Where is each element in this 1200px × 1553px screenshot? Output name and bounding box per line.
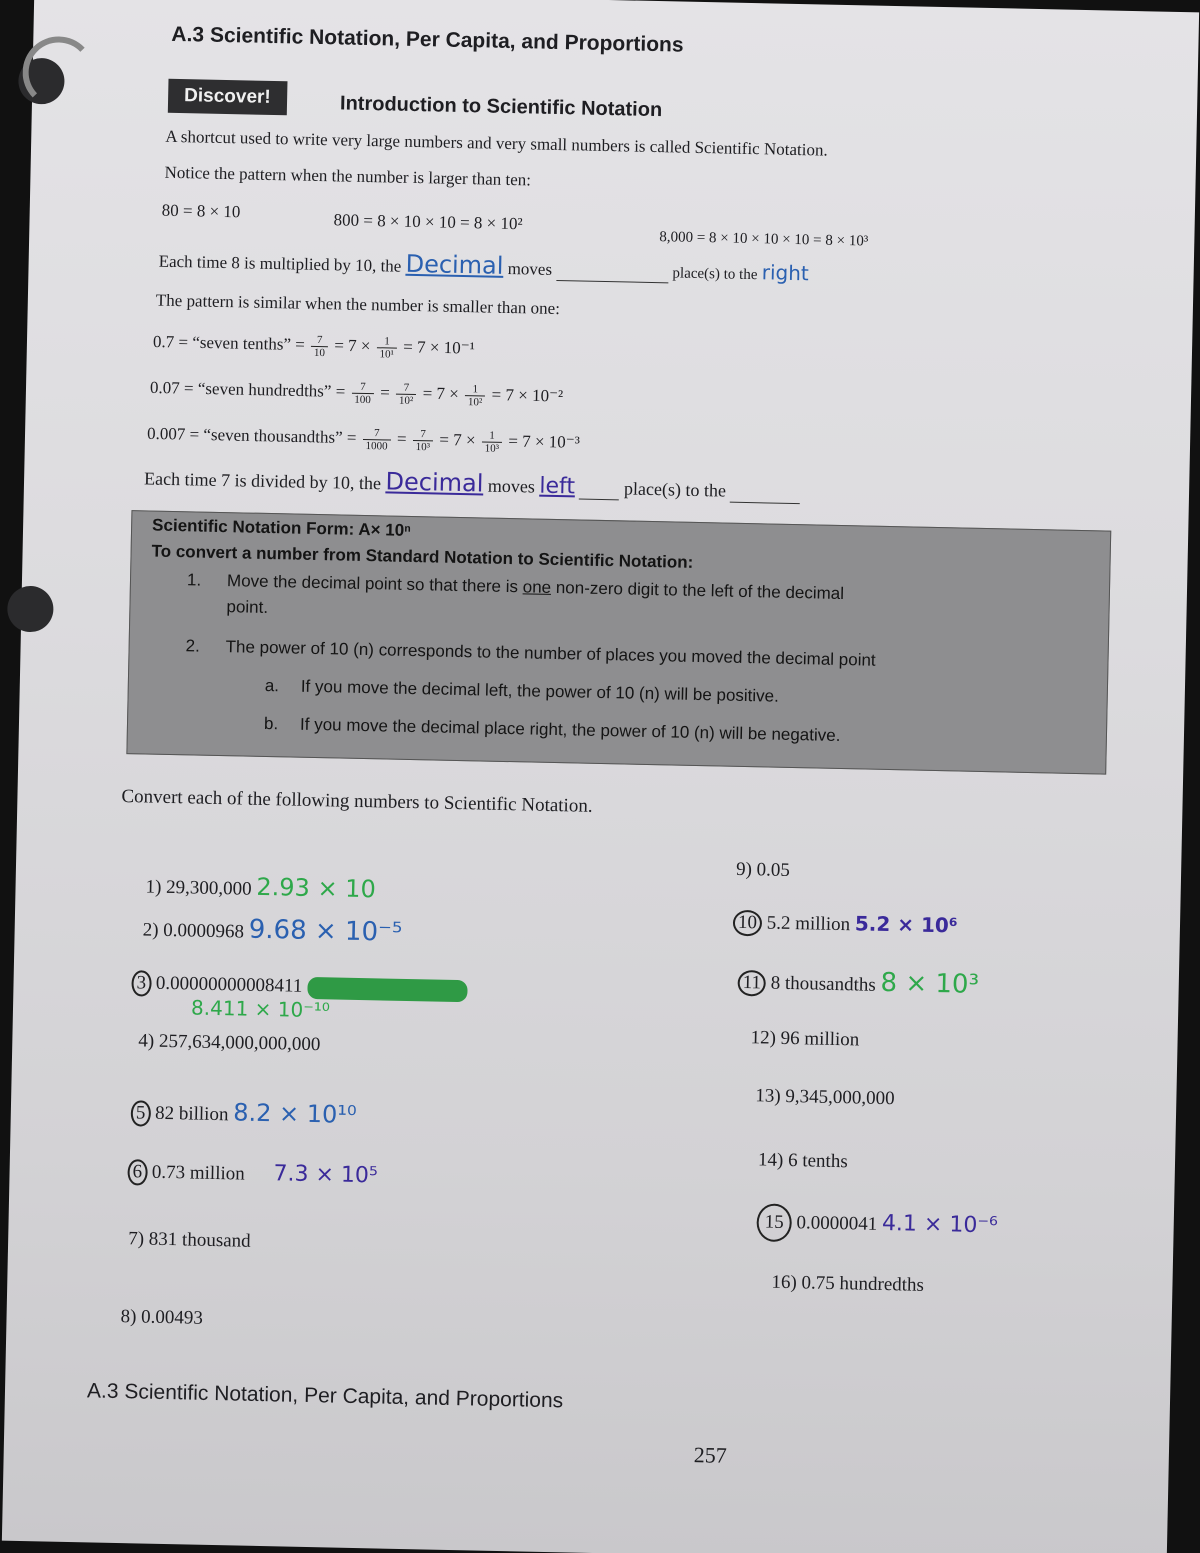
footer-title: A.3 Scientific Notation, Per Capita, and Proportions — [86, 1379, 564, 1413]
fraction: $\frac{1}{\text{10²}}$ — [465, 383, 486, 408]
problem-value: 96 million — [780, 1027, 860, 1051]
equation: 8,000 = 8 × 10 × 10 × 10 = 8 × 10³ — [659, 229, 869, 250]
fraction: $\frac{7}{\text{10³}}$ — [413, 428, 434, 453]
problem-number: 1) — [145, 876, 162, 898]
problem-row — [127, 1158, 378, 1190]
pattern-text: The pattern is similar when the number is smaller than one: — [155, 290, 561, 319]
problem-value: 8 thousandths — [770, 972, 876, 996]
step-number: 1. — [186, 570, 202, 590]
handwritten-answer: 7.3 × 10⁵ — [273, 1161, 378, 1189]
discover-badge: Discover! — [168, 79, 287, 115]
handwritten-answer: left — [539, 473, 576, 500]
problem-value: 0.05 — [756, 859, 791, 881]
problem-value: 0.00000000008411 — [155, 972, 303, 997]
problem-number: 3 — [131, 970, 151, 996]
problem-row — [131, 1096, 357, 1131]
answer-blank — [556, 280, 668, 283]
pattern-text: Notice the pattern when the number is larger than ten: — [164, 162, 532, 190]
equation-label: 0.7 = “seven tenths” = — [152, 331, 306, 355]
problem-row — [120, 1306, 203, 1330]
worksheet-page — [2, 0, 1199, 1553]
problem-value: 9,345,000,000 — [785, 1085, 895, 1110]
section-title: Introduction to Scientific Notation — [339, 92, 663, 122]
equation-text: = 7 × — [334, 335, 371, 356]
equation-text: = 7 × 10⁻¹ — [403, 337, 475, 358]
problem-row — [145, 871, 376, 904]
problem-row — [736, 859, 790, 882]
equation-text: = 7 × — [439, 429, 476, 450]
problem-number: 14) — [757, 1149, 784, 1171]
fraction: $\frac{1}{\text{10¹}}$ — [376, 335, 397, 360]
sentence-text: moves — [507, 258, 553, 279]
sentence-text: Each time 7 is divided by 10, the — [143, 468, 382, 494]
problem-value: 5.2 million — [766, 912, 851, 936]
scribble-mark — [307, 977, 467, 1002]
problem-row — [758, 1149, 848, 1173]
intro-text: A shortcut used to write very large numbers and very small numbers is called Scientific Notation. — [165, 126, 828, 160]
problem-value: 831 thousand — [148, 1228, 251, 1252]
problem-row — [771, 1272, 924, 1297]
problem-number: 4) — [138, 1030, 155, 1052]
substep-text: If you move the decimal left, the power of 10 (n) will be positive. — [300, 676, 780, 706]
fraction: $\frac{7}{1000}$ — [362, 427, 391, 453]
fraction: $\frac{7}{\text{10²}}$ — [396, 382, 417, 407]
answer-blank — [579, 498, 619, 500]
substep-label: b. — [263, 713, 279, 734]
problem-row — [750, 1027, 859, 1051]
sentence-text: place(s) to the — [672, 265, 758, 284]
problem-value: 82 billion — [154, 1102, 229, 1126]
handwritten-answer: 8 × 10³ — [880, 967, 980, 1000]
convert-heading: To convert a number from Standard Notation to Scientific Notation: — [151, 541, 694, 572]
equation-text: = 7 × — [422, 383, 460, 404]
handwritten-answer: 2.93 × 10 — [256, 872, 377, 904]
problem-value: 6 tenths — [787, 1150, 848, 1173]
equation-text: = 7 × 10⁻² — [491, 385, 564, 406]
fraction: $\frac{7}{100}$ — [351, 381, 374, 406]
handwritten-answer: Decimal — [405, 249, 504, 280]
problem-row — [733, 909, 958, 941]
equation-label: 0.07 = “seven hundredths” = — [149, 377, 346, 401]
problem-row — [138, 1030, 320, 1056]
exercise-instruction: Convert each of the following numbers to Scientific Notation. — [121, 785, 593, 817]
form-heading: Scientific Notation Form: A× 10ⁿ — [151, 515, 412, 540]
rules-box — [126, 510, 1111, 774]
page-title: A.3 Scientific Notation, Per Capita, and Proportions — [171, 22, 684, 57]
problem-number: 2) — [142, 919, 159, 941]
fraction: $\frac{1}{\text{10³}}$ — [482, 429, 503, 454]
problem-value: 0.73 million — [151, 1161, 245, 1185]
problem-number: 16) — [771, 1271, 797, 1294]
problem-value: 29,300,000 — [165, 876, 252, 900]
answer-blank — [730, 502, 800, 504]
problem-number: 8) — [120, 1306, 137, 1328]
problem-number: 10 — [733, 910, 763, 937]
problem-value: 0.00493 — [140, 1306, 204, 1329]
handwritten-answer: 8.2 × 10¹⁰ — [232, 1098, 357, 1129]
sentence-text: Each time 8 is multiplied by 10, the — [158, 251, 402, 276]
handwritten-answer: Decimal — [385, 467, 484, 498]
binder-ring — [22, 36, 95, 109]
problem-number: 6 — [127, 1159, 147, 1185]
substep-label: a. — [264, 675, 280, 696]
problem-number: 9) — [735, 858, 753, 881]
handwritten-answer: 8.411 × 10⁻¹⁰ — [190, 995, 331, 1023]
problem-number: 5 — [131, 1100, 151, 1126]
problem-number: 15 — [756, 1203, 792, 1242]
divide-sentence — [144, 462, 801, 504]
step-text: The power of 10 (n) corresponds to the number of places you moved the decimal point — [225, 637, 876, 670]
sentence-text: place(s) to the — [623, 478, 727, 501]
multiply-sentence — [158, 245, 809, 287]
thousandths-row: 0.007 = “seven thousandths” = $\frac{7}{1000}$ = $\frac{7}{\text{10³}}$ = 7 × $\frac{1}{\text{10³}}$ = 7 × 10⁻³ — [146, 423, 581, 455]
problem-row — [142, 912, 402, 947]
handwritten-answer: right — [761, 260, 810, 286]
handwritten-answer: 4.1 × 10⁻⁶ — [881, 1210, 999, 1239]
problem-number: 7) — [127, 1228, 145, 1250]
problem-value: 0.0000968 — [163, 919, 245, 943]
problem-row — [128, 1228, 251, 1253]
tenths-row — [153, 331, 475, 363]
fraction: $\frac{7}{10}$ — [311, 334, 329, 359]
problem-number: 11 — [737, 970, 766, 997]
equation: 800 = 8 × 10 × 10 = 8 × 10² — [333, 210, 523, 234]
problem-row — [755, 1085, 895, 1110]
problem-number: 12) — [750, 1027, 777, 1049]
handwritten-answer: 5.2 × 10⁶ — [854, 911, 958, 938]
problem-value: 257,634,000,000,000 — [158, 1030, 321, 1056]
step-text: point. — [226, 597, 269, 617]
sentence-text: moves — [487, 475, 536, 497]
equation: 80 = 8 × 10 — [161, 200, 241, 222]
step-text: Move the decimal point so that there is one non-zero digit to the left of the decimal — [226, 571, 845, 604]
step-number: 2. — [185, 636, 201, 656]
problem-value: 0.0000041 — [796, 1212, 878, 1235]
substep-text: If you move the decimal place right, the power of 10 (n) will be negative. — [299, 714, 841, 746]
problem-value: 0.75 hundredths — [801, 1272, 925, 1296]
equation-label: 0.007 = “seven thousandths” = — [146, 423, 357, 448]
handwritten-answer: 9.68 × 10⁻⁵ — [248, 914, 403, 948]
problem-number: 13) — [755, 1085, 781, 1107]
problem-row — [756, 1203, 998, 1246]
problem-row — [737, 965, 979, 1001]
page-number: 257 — [693, 1442, 728, 1468]
binder-hole — [7, 586, 54, 633]
hundredths-row: 0.07 = “seven hundredths” = $\frac{7}{100}$ = $\frac{7}{\text{10²}}$ = 7 × $\frac{1}{\text{10²}}$ = 7 × 10⁻² — [149, 377, 564, 409]
equation-text: = 7 × 10⁻³ — [508, 431, 581, 452]
